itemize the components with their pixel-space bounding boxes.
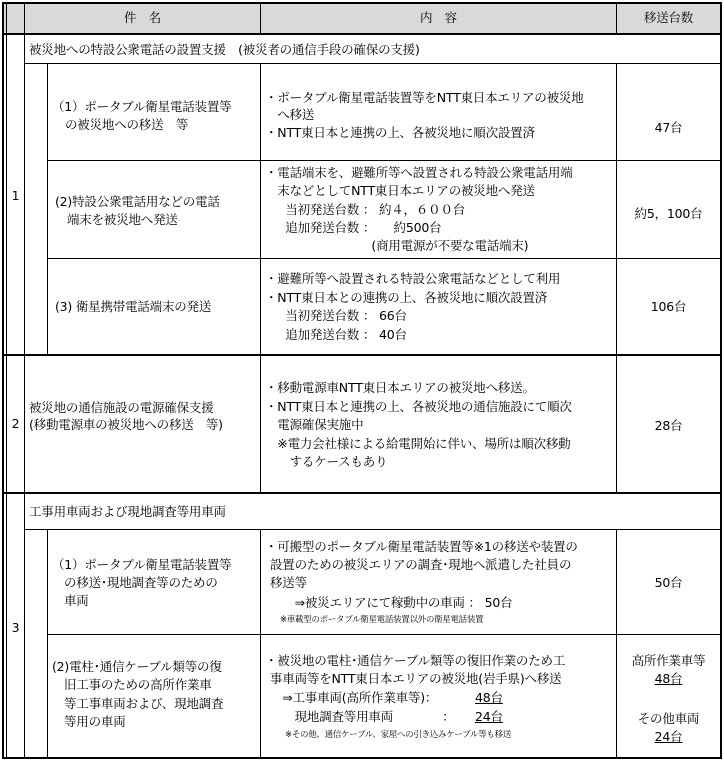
item-name-line: (2)電柱･通信ケーブル類等の復 — [52, 659, 222, 674]
item-name-line: 車両 — [64, 593, 89, 608]
content-line: 事車両等をNTT東日本エリアの被災地(岩手県)へ移送 — [270, 671, 562, 686]
row-line — [47, 160, 722, 161]
count-label: その他車両 — [637, 711, 700, 726]
count-value: 24台 — [654, 729, 683, 744]
item-name-line: (2)特設公衆電話用などの電話 — [55, 194, 220, 209]
subitem-col-line — [47, 529, 48, 757]
count-value: 約5，100台 — [634, 206, 703, 221]
content-line: 電源確保実施中 — [265, 417, 364, 432]
item-name-line: 等工事車両および、現地調査 — [64, 696, 224, 711]
row-line — [47, 634, 722, 635]
item-name-line: (移動電源車の被災地への移送 等) — [29, 417, 223, 432]
table-border-bottom — [2, 757, 722, 759]
content-line: へ移送 — [265, 107, 315, 122]
table-border-right — [720, 2, 722, 759]
item-name-line: （1）ポータブル衛星電話装置等 — [52, 99, 232, 114]
content-line: ・NTT東日本と連携の上、各被災地の通信施設にて順次 — [265, 399, 572, 414]
subitem-col-line — [47, 63, 48, 354]
count-value: 48台 — [654, 671, 683, 686]
section-number: 1 — [11, 188, 20, 203]
content-line: ・避難所等へ設置される特設公衆電話などとして利用 — [265, 271, 561, 286]
content-line: ⇒被災エリアにて稼動中の車両 ： 50台 — [270, 595, 513, 610]
section-title: 工事用車両および現地調査等用車両 — [29, 504, 226, 519]
content-value: 48台 — [475, 690, 503, 705]
item-name-line: 被災地の通信施設の電源確保支援 — [29, 400, 214, 415]
count-value: 28台 — [654, 418, 683, 433]
footnote: ※車載型のポータブル衛星電話装置以外の衛星電話装置 — [280, 615, 484, 625]
content-line: ・被災地の電柱･通信ケーブル類等の復旧作業のため工 — [265, 653, 566, 668]
content-line: するケースもあり — [265, 454, 388, 469]
content-line: 追加発送台数 ： 40台 — [273, 327, 407, 342]
item-name-line: (3) 衛星携帯電話端末の発送 — [55, 299, 212, 314]
section-title: 被災地への特設公衆電話の設置支援 (被災者の通信手段の確保の支援) — [29, 42, 420, 57]
footnote: ※その他、通信ケーブル、家屋への引き込みケーブル等も移送 — [285, 730, 512, 740]
content-line: 末などとしてNTT東日本エリアの被災地へ発送 — [265, 183, 535, 198]
content-line: 現地調査等用車両 ： — [270, 709, 455, 724]
item-name-line: の被災地への移送 等 — [65, 117, 189, 132]
item-name-line: （1）ポータブル衛星電話装置等 — [52, 557, 232, 572]
content-line: ・ポータブル衛星電話装置等をNTT東日本エリアの被災地 — [265, 90, 584, 105]
row-line — [24, 529, 722, 530]
number-col-line — [24, 2, 25, 759]
content-line: 追加発送台数 ： 約500台 — [273, 220, 442, 235]
section-number: 2 — [11, 416, 20, 431]
content-value: 24台 — [475, 709, 503, 724]
table-border-top — [2, 2, 722, 4]
content-line: ※電力会社様による給電開始に伴い、場所は順次移動 — [265, 436, 571, 451]
section-number: 3 — [11, 620, 20, 635]
item-name-line: の移送･現地調査等のための — [64, 575, 218, 590]
content-line: ・NTT東日本との連携の上、各被災地に順次設置済 — [265, 290, 548, 305]
table-border-left-inner — [6, 2, 7, 759]
row-line — [47, 258, 722, 259]
header-content: 内 容 — [420, 10, 457, 25]
content-col-line — [260, 529, 261, 757]
row-line — [24, 63, 722, 64]
header-count: 移送台数 — [643, 10, 694, 25]
item-name-line: 端末を被災地へ発送 — [67, 212, 178, 227]
content-line: 設置のための被災エリアの調査･現地へ派遣した社員の — [270, 557, 572, 572]
item-name-line: 旧工事のための高所作業車 — [64, 677, 212, 692]
content-line: 当初発送台数 ： 約４，６００台 — [273, 202, 466, 217]
count-value: 106台 — [650, 299, 687, 314]
content-line: ・移動電源車NTT東日本エリアの被災地へ移送。 — [265, 380, 535, 395]
header-bottom-line — [2, 33, 722, 35]
count-value: 50台 — [654, 575, 683, 590]
item-name-line: 等用の車両 — [64, 714, 126, 729]
content-line: ・可搬型のポータブル衛星電話装置等※1の移送や装置の — [265, 539, 578, 554]
section-line — [2, 354, 722, 356]
content-line: ⇒工事車両(高所作業車等)： — [270, 690, 438, 705]
count-label: 高所作業車等 — [631, 653, 706, 668]
header-name: 件 名 — [124, 10, 161, 25]
section-line — [2, 492, 722, 494]
content-line: 移送等 — [270, 575, 307, 590]
content-col-line — [260, 63, 261, 492]
table-border-left — [2, 2, 4, 759]
count-value: 47台 — [654, 120, 683, 135]
content-line: (商用電源が不要な電話端末) — [273, 238, 529, 253]
content-line: ・電話端末を、避難所等へ設置される特設公衆電話用端 — [265, 165, 573, 180]
content-line: ・NTT東日本と連携の上、各被災地に順次設置済 — [265, 125, 535, 140]
content-line: 当初発送台数 ： 66台 — [273, 308, 407, 323]
